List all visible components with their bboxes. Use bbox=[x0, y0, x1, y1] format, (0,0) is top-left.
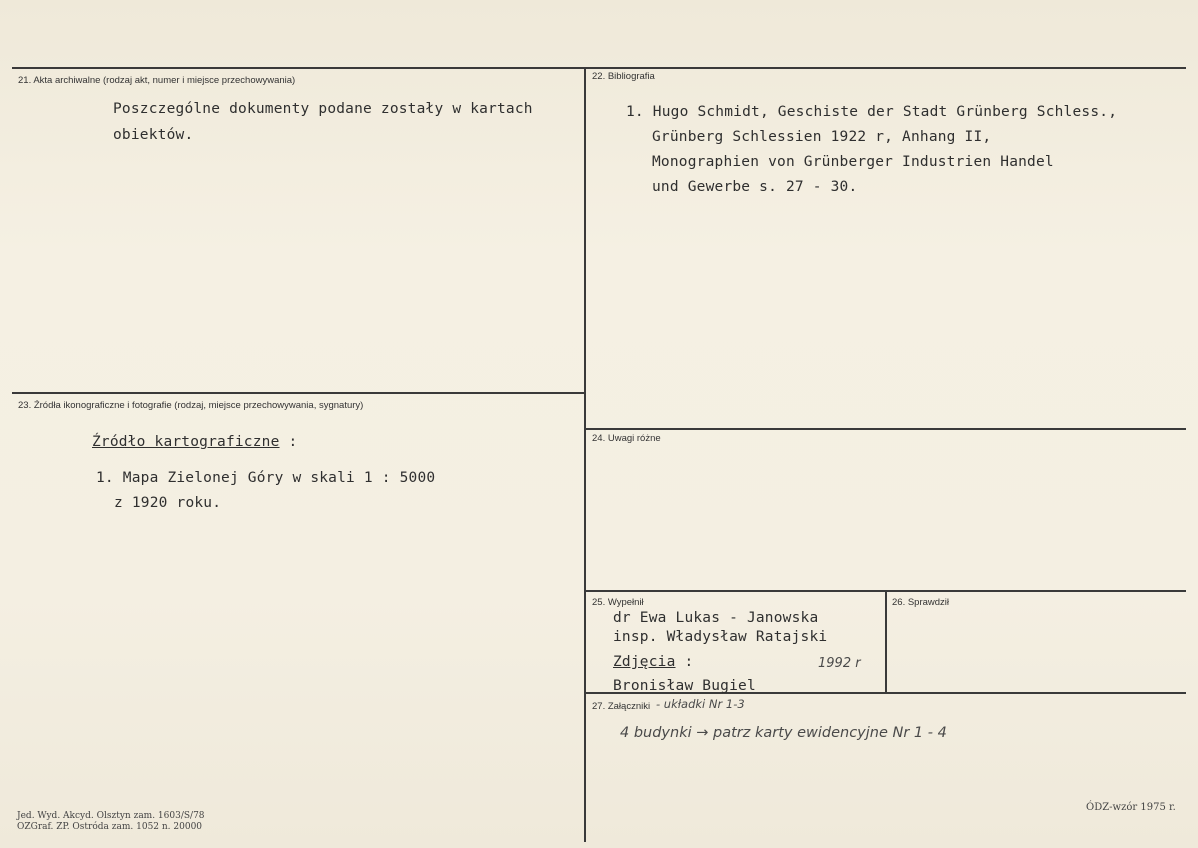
photos-heading bbox=[613, 654, 693, 670]
attachments-handwritten-2: 4 budynki → patrz karty ewidencyjne Nr 1 - 4 bbox=[620, 725, 947, 741]
divider-22-24 bbox=[586, 428, 1186, 430]
bibliography-line-3: Monographien von Grünberger Industrien Handel bbox=[652, 154, 1054, 170]
section-21-line-2: obiektów. bbox=[113, 127, 194, 143]
bibliography-line-4: und Gewerbe s. 27 - 30. bbox=[652, 179, 858, 195]
section-22-label: 22. Bibliografia bbox=[592, 71, 655, 82]
divider-21-23 bbox=[12, 392, 584, 394]
divider-25-26 bbox=[885, 590, 887, 693]
section-24-label: 24. Uwagi różne bbox=[592, 433, 661, 444]
attachments-handwritten-1: - układki Nr 1-3 bbox=[656, 697, 745, 711]
center-divider bbox=[584, 67, 586, 842]
year-handwritten: 1992 r bbox=[818, 656, 861, 671]
photos-label: Zdjęcia bbox=[613, 654, 676, 670]
section-21-label: 21. Akta archiwalne (rodzaj akt, numer i miejsce przechowywania) bbox=[18, 75, 296, 86]
section-27-label: 27. Załączniki bbox=[592, 701, 651, 712]
photos-colon: : bbox=[675, 654, 694, 670]
heading-colon: : bbox=[279, 434, 298, 450]
printer-imprint-1: Jed. Wyd. Akcyd. Olsztyn zam. 1603/S/78 bbox=[17, 811, 205, 821]
printer-imprint-2: OZGraf. ZP. Ostróda zam. 1052 n. 20000 bbox=[17, 822, 203, 832]
section-26-label: 26. Sprawdził bbox=[892, 597, 950, 608]
photographer-name: Bronisław Bugiel bbox=[613, 678, 756, 694]
section-25-label: 25. Wypełnił bbox=[592, 597, 644, 608]
bibliography-line-1: 1. Hugo Schmidt, Geschiste der Stadt Grünberg Schless., bbox=[626, 104, 1118, 120]
section-23-heading bbox=[92, 434, 297, 450]
filled-by-line-1: dr Ewa Lukas - Janowska bbox=[613, 610, 819, 626]
section-23-line-1: 1. Mapa Zielonej Góry w skali 1 : 5000 bbox=[96, 470, 436, 486]
section-21-line-1: Poszczególne dokumenty podane zostały w kartach bbox=[113, 101, 533, 117]
section-23-label: 23. Źródła ikonograficzne i fotografie (rodzaj, miejsce przechowywania, sygnatury) bbox=[18, 400, 364, 411]
cartographic-source-heading: Źródło kartograficzne bbox=[92, 434, 280, 450]
bibliography-line-2: Grünberg Schlessien 1922 r, Anhang II, bbox=[652, 129, 992, 145]
top-border bbox=[12, 67, 1186, 69]
form-template-id: ÓDZ-wzór 1975 r. bbox=[1086, 802, 1176, 813]
section-23-line-2: z 1920 roku. bbox=[114, 495, 222, 511]
filled-by-line-2: insp. Władysław Ratajski bbox=[613, 629, 828, 645]
